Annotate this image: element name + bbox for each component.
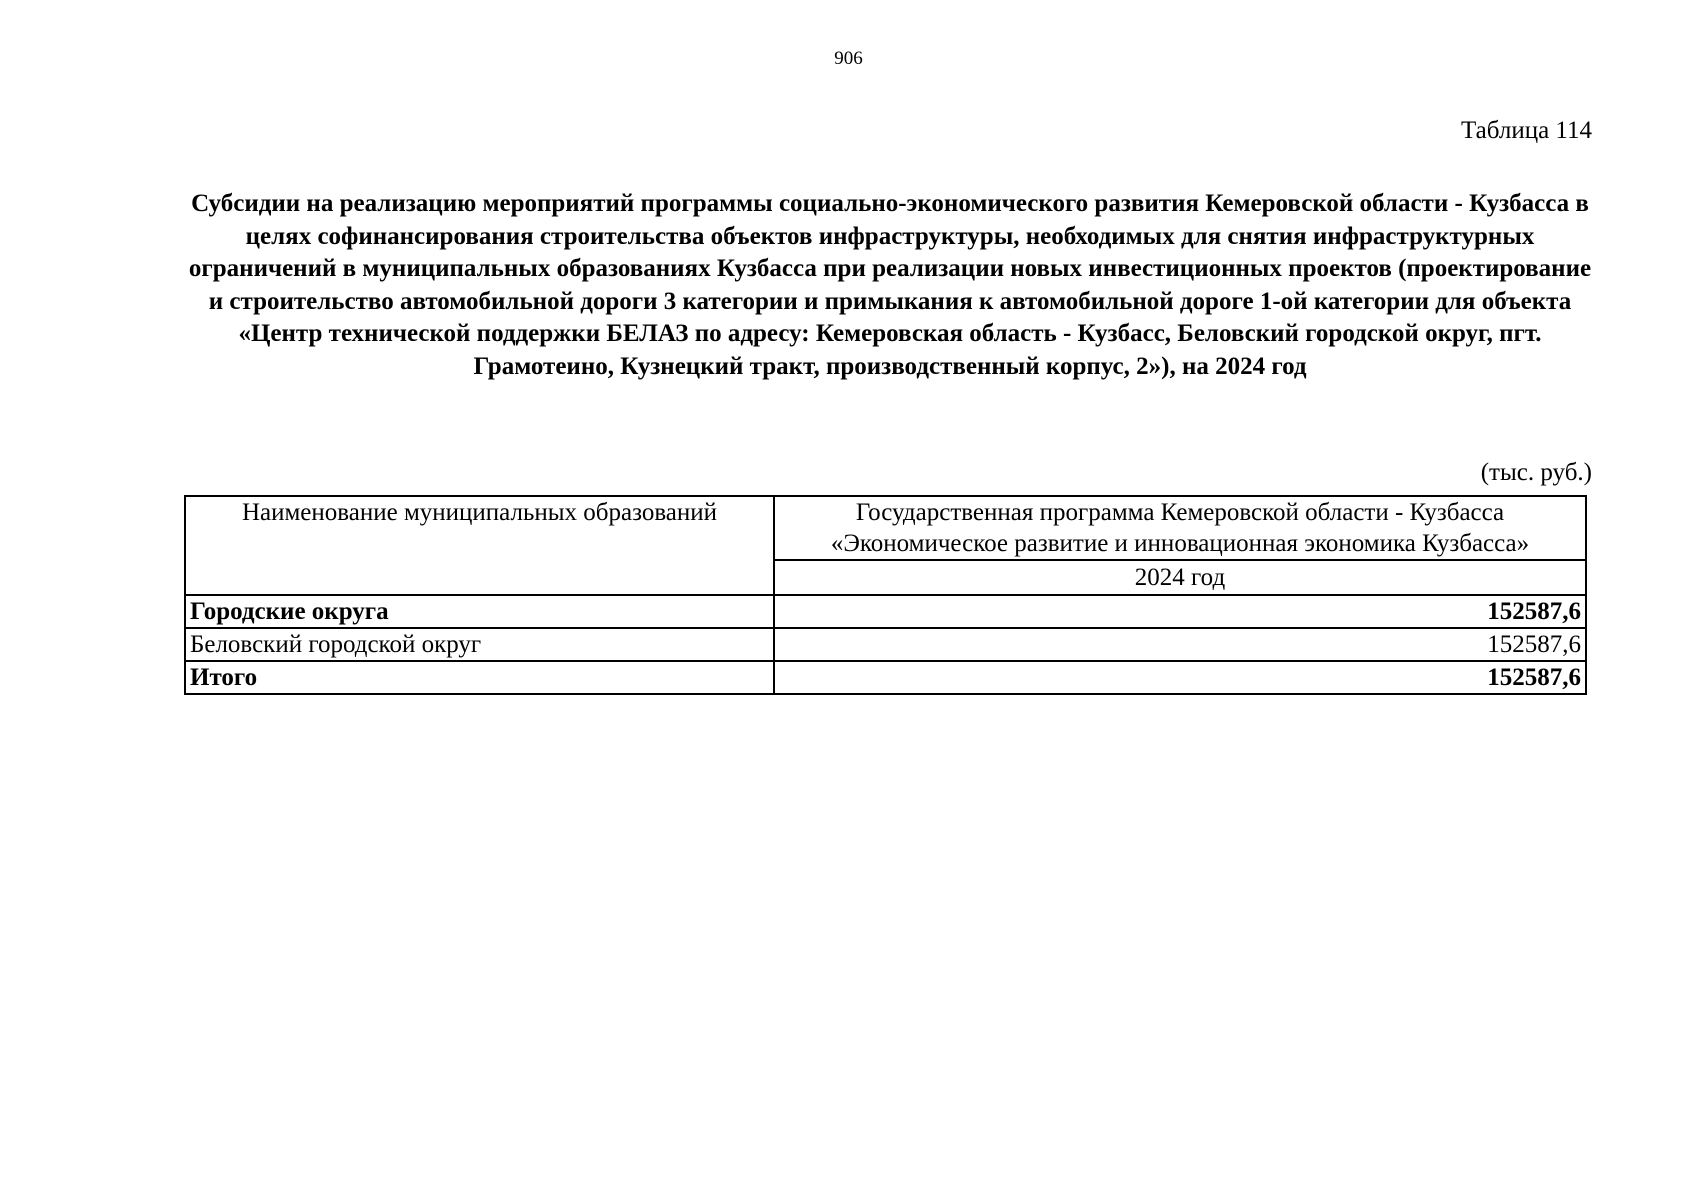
page-number: 906 xyxy=(834,48,863,69)
header-year: 2024 год xyxy=(774,560,1586,595)
subsidies-table xyxy=(184,495,1587,695)
table-row xyxy=(185,628,1586,661)
row-name: Итого xyxy=(185,661,774,694)
table-row-total xyxy=(185,661,1586,694)
row-value: 152587,6 xyxy=(774,595,1586,628)
row-name: Городские округа xyxy=(185,595,774,628)
header-name-column: Наименование муниципальных образований xyxy=(185,496,774,595)
row-value: 152587,6 xyxy=(774,628,1586,661)
header-program-line2: «Экономическое развитие и инновационная экономика Кузбасса» xyxy=(830,530,1530,557)
document-title: Субсидии на реализацию мероприятий программы социально-экономического развития Кемеровской области - Кузбасса в целях софинансирования строительства объектов инфраструктуры, необходимых для снятия инфраструктурных ограничений в муниципальных образованиях Кузбасса при реализации новых инвестиционных проектов (проектирование и строительство автомобильной дороги 3 категории и примыкания к автомобильной дороге 1-ой категории для объекта «Центр технической поддержки БЕЛАЗ по адресу: Кемеровская область - Кузбасс, Беловский городской округ, пгт. Грамотеино, Кузнецкий тракт, производственный корпус, 2»), на 2024 год xyxy=(188,190,1592,380)
header-program xyxy=(774,496,1586,560)
row-value: 152587,6 xyxy=(774,661,1586,694)
table-header-row xyxy=(185,496,1586,560)
table-row xyxy=(185,595,1586,628)
header-program-line1: Государственная программа Кемеровской области - Кузбасса xyxy=(855,499,1505,526)
units-label: (тыс. руб.) xyxy=(1480,459,1592,486)
table-label: Таблица 114 xyxy=(1461,117,1592,144)
row-name: Беловский городской округ xyxy=(185,628,774,661)
